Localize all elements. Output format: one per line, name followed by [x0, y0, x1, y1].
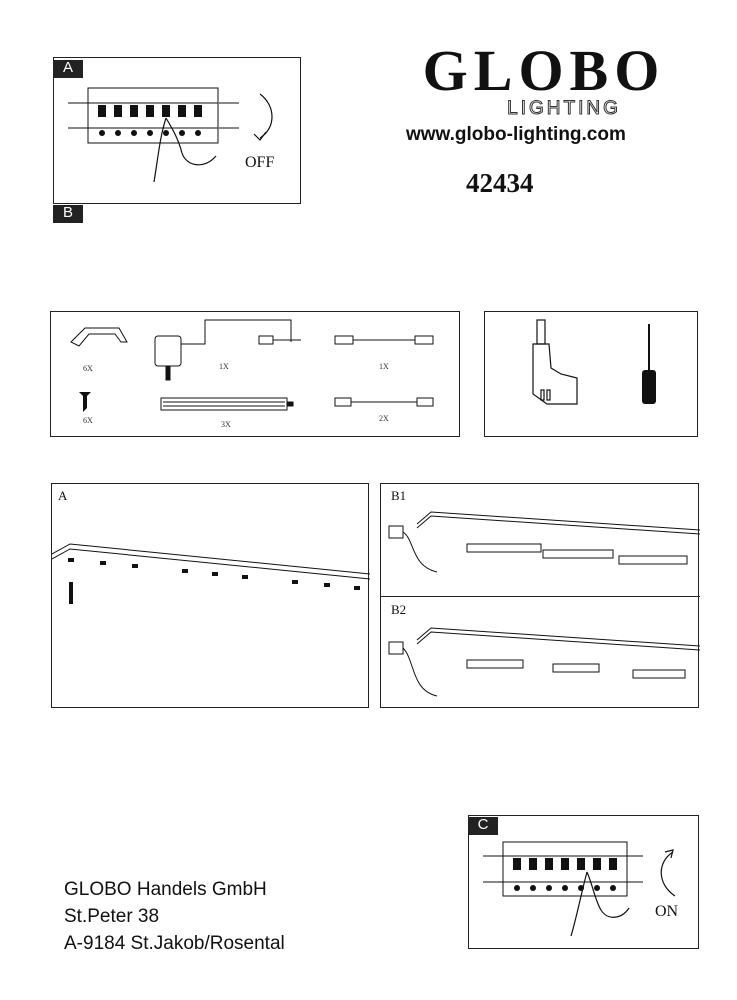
drill-icon	[533, 320, 577, 404]
qty-led-bar: 3X	[221, 420, 231, 429]
qty-link-cable: 2X	[379, 414, 389, 423]
install-panel-b	[380, 483, 699, 708]
panel-b1-label: B1	[391, 488, 407, 503]
address-line-3: A-9184 St.Jakob/Rosental	[64, 933, 285, 954]
screw-icon	[79, 392, 91, 412]
company-address	[64, 876, 285, 957]
model-number: 42434	[466, 168, 534, 198]
step-c-tag: C	[468, 817, 498, 835]
install-panel-a	[51, 483, 369, 708]
qty-screw: 6X	[83, 416, 93, 425]
address-line-1: GLOBO Handels GmbH	[64, 879, 267, 900]
breaker-off-illustration	[54, 58, 302, 205]
led-bar-icon	[161, 398, 293, 410]
parts-panel	[50, 311, 460, 437]
brand-logo	[398, 38, 690, 120]
tools-panel	[484, 311, 698, 437]
panel-b2-label: B2	[391, 602, 407, 617]
breaker-on-illustration	[469, 816, 700, 950]
connector-cable-icon	[335, 336, 433, 344]
mounting-clip-icon	[71, 328, 127, 346]
panel-a-label: A	[58, 488, 68, 503]
brand-name: GLOBO	[422, 38, 666, 103]
breaker-on-panel	[468, 815, 699, 949]
link-cable-icon	[335, 398, 433, 406]
power-adapter-icon	[155, 320, 301, 380]
breaker-off-panel	[53, 57, 301, 221]
parts-illustration	[51, 312, 461, 438]
qty-adapter: 1X	[219, 362, 229, 371]
off-label: OFF	[245, 154, 275, 171]
screwdriver-icon	[642, 324, 656, 404]
website-link[interactable]: www.globo-lighting.com	[406, 124, 626, 145]
step-b-tag: B	[53, 205, 83, 223]
tools-illustration	[485, 312, 699, 438]
qty-clip: 6X	[83, 364, 93, 373]
install-b-illustration	[381, 484, 700, 709]
brand-sub: LIGHTING	[507, 98, 621, 119]
step-a-tag: A	[53, 60, 83, 78]
on-label: ON	[655, 903, 679, 920]
address-line-2: St.Peter 38	[64, 906, 160, 927]
install-a-illustration	[52, 484, 370, 709]
qty-connector-cable: 1X	[379, 362, 389, 371]
